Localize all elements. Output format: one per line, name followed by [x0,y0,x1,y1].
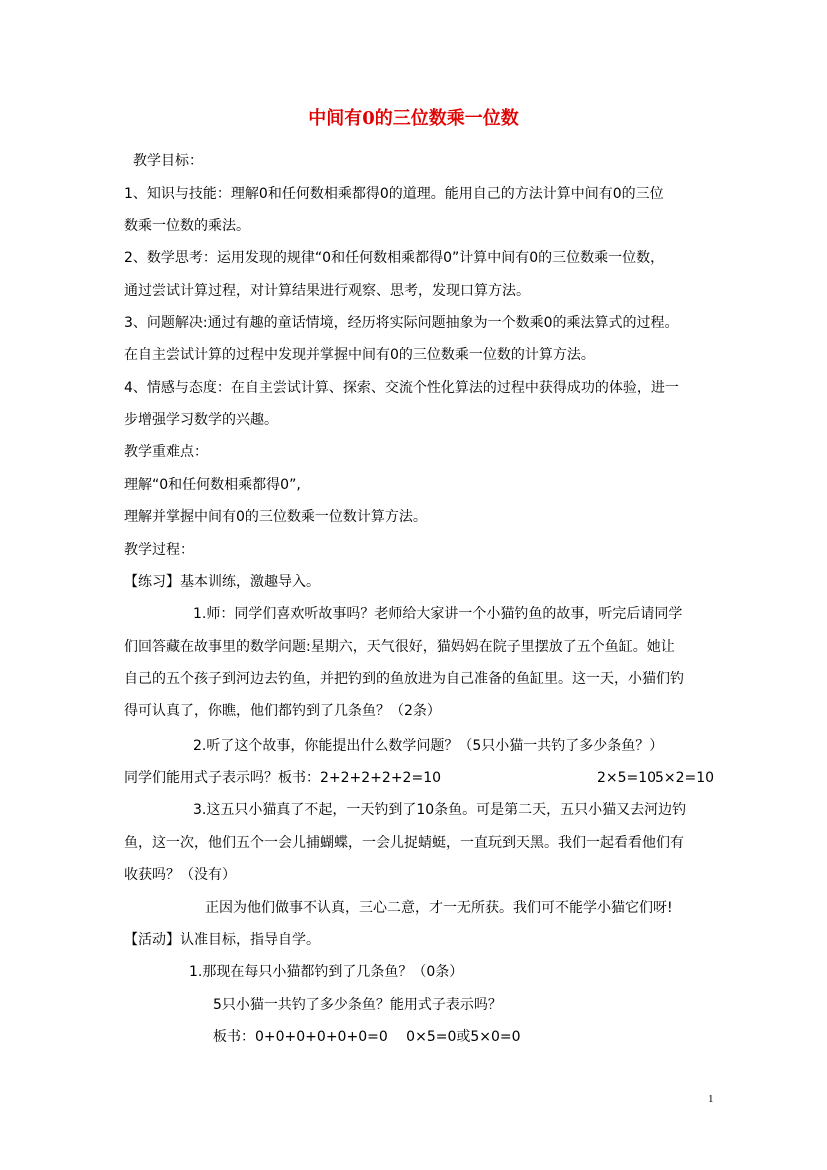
paragraph-line: 通过尝试计算过程，对计算结果进行观察、思考，发现口算方法。 [124,283,530,299]
paragraph-line: 2.听了这个故事，你能提出什么数学问题？（5只小猫一共钓了多少条鱼？） [193,738,664,754]
equation-text: 5×2=10 [655,770,715,786]
paragraph-line: 1.那现在每只小猫都钓到了几条鱼？（0条） [189,964,464,980]
paragraph-line: 步增强学习数学的兴趣。 [124,412,278,428]
paragraph-line: 2、数学思考：运用发现的规律“0和任何数相乘都得0”计算中间有0的三位数乘一位数， [124,250,665,266]
section-heading-key-points: 教学重难点： [124,444,208,460]
paragraph-line: 3.这五只小猫真了不起，一天钓到了10条鱼。可是第二天，五只小猫又去河边钓 [193,802,687,818]
paragraph-line: 4、情感与态度：在自主尝试计算、探索、交流个性化算法的过程中获得成功的体验，进一 [124,380,679,396]
document-title: 中间有0的三位数乘一位数 [308,108,519,129]
paragraph-line: 3、问题解决:通过有趣的童话情境，经历将实际问题抽象为一个数乘0的乘法算式的过程。 [124,315,679,331]
activity-heading-practice: 【练习】基本训练，激趣导入。 [124,574,320,590]
paragraph-line: 数乘一位数的乘法。 [124,218,250,234]
paragraph-line: 5只小猫一共钓了多少条鱼？能用式子表示吗？ [213,997,502,1013]
paragraph-line: 同学们能用式子表示吗？板书：2+2+2+2+2=10 [124,770,442,786]
section-heading-process: 教学过程： [124,542,194,558]
paragraph-line: 得可认真了，你瞧，他们都钓到了几条鱼？（2条） [124,703,441,719]
paragraph-line: 鱼，这一次，他们五个一会儿捕蝴蝶，一会儿捉蜻蜓，一直玩到天黑。我们一起看看他们有 [124,835,684,851]
activity-heading-activity: 【活动】认准目标，指导自学。 [124,932,320,948]
equation-text: 2×5=10 [597,770,657,786]
paragraph-line: 理解并掌握中间有0的三位数乘一位数计算方法。 [124,509,427,525]
paragraph-line: 在自主尝试计算的过程中发现并掌握中间有0的三位数乘一位数的计算方法。 [124,347,595,363]
paragraph-line: 们回答藏在故事里的数学问题:星期六，天气很好，猫妈妈在院子里摆放了五个鱼缸。她让 [124,639,675,655]
paragraph-line: 1、知识与技能：理解0和任何数相乘都得0的道理。能用自己的方法计算中间有0的三位 [124,186,664,202]
paragraph-line: 自己的五个孩子到河边去钓鱼，并把钓到的鱼放进为自己准备的鱼缸里。这一天，小猫们钓 [124,671,684,687]
section-heading-objectives: 教学目标： [133,153,203,169]
page-number: 1 [708,1093,714,1105]
paragraph-line: 板书：0+0+0+0+0+0=0 0×5=0或5×0=0 [213,1029,521,1045]
paragraph-line: 1.师：同学们喜欢听故事吗？老师给大家讲一个小猫钓鱼的故事，听完后请同学 [193,606,683,622]
paragraph-line: 收获吗？（没有） [124,867,236,883]
paragraph-line: 正因为他们做事不认真，三心二意，才一无所获。我们可不能学小猫它们呀! [205,900,673,916]
paragraph-line: 理解“0和任何数相乘都得0”, [124,477,301,493]
